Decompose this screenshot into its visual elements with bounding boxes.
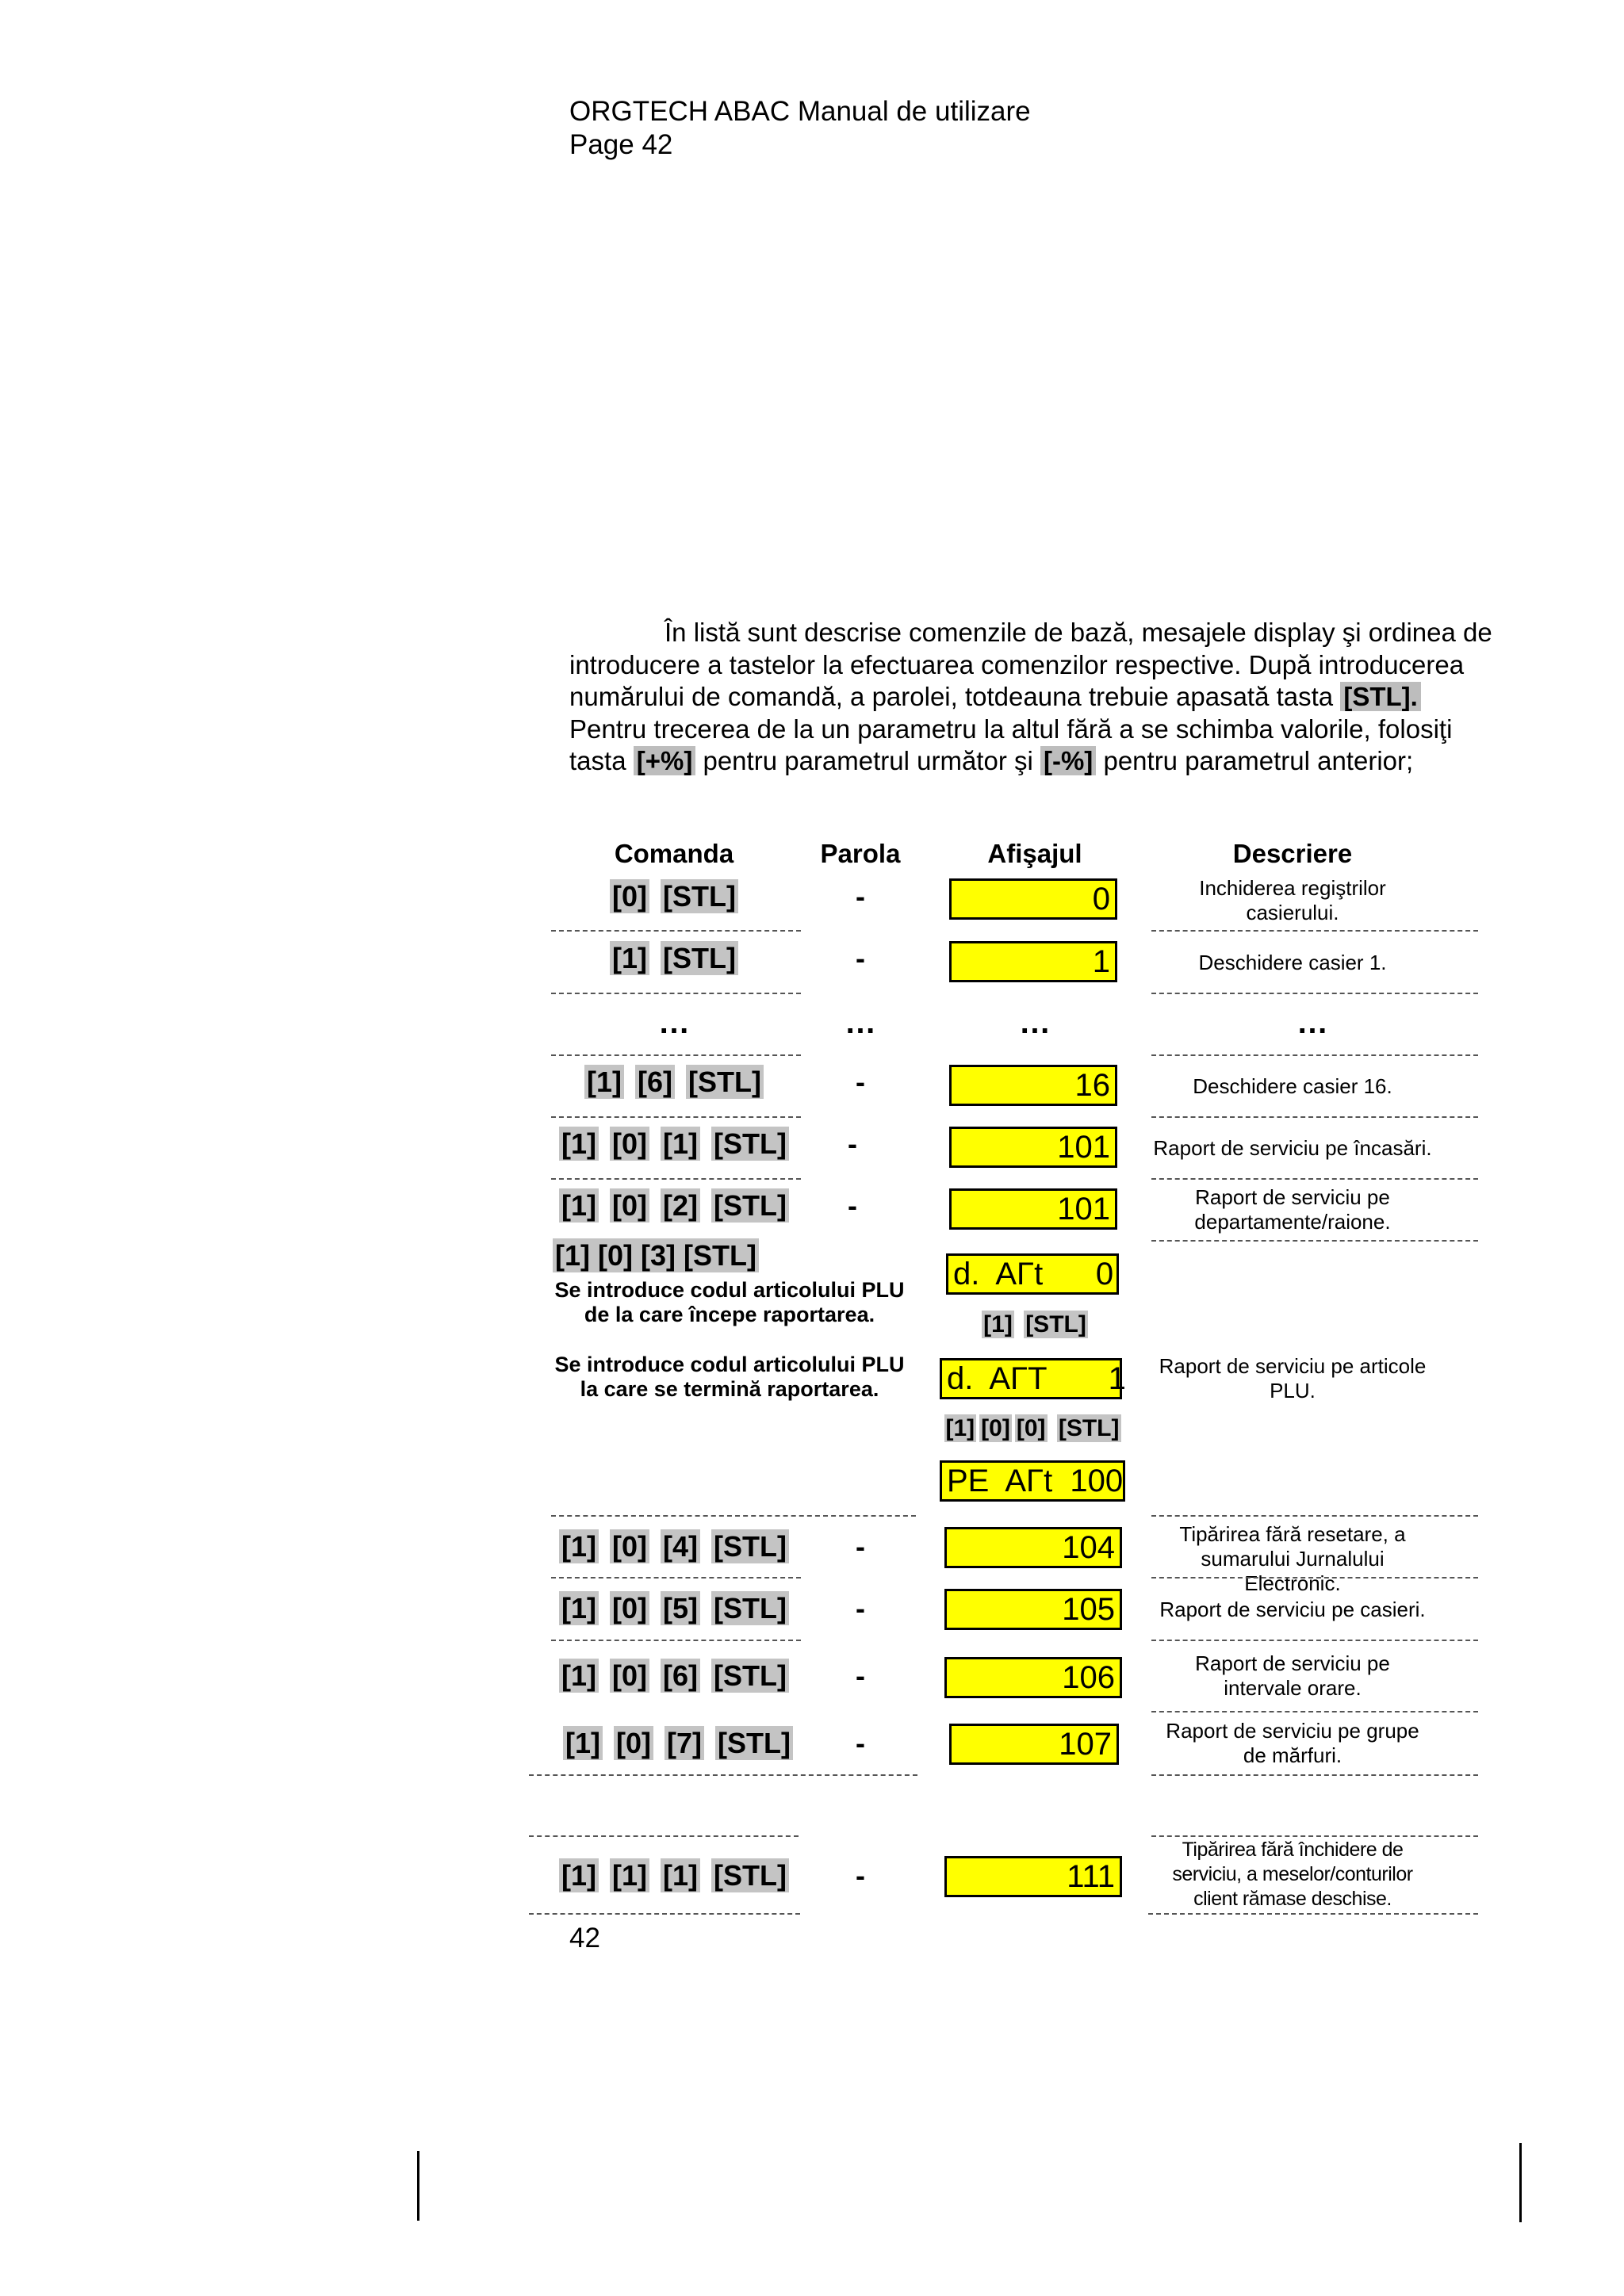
key: [1] [945,1415,975,1441]
key: [0] [614,1726,653,1760]
key: [1] [559,1659,599,1693]
description: Tipărirea fără închidere de serviciu, a meselor/conturilor client rămase deschise. [1172,1839,1413,1910]
key: [1] [983,1311,1013,1337]
row-divider [1151,1116,1478,1118]
row-divider [551,1178,801,1180]
key: [1] [661,1127,700,1161]
key-plus: [+%] [634,746,696,775]
command-keys [555,1592,793,1625]
intro-text: În listă sunt descrise comenzile de bază, mesajele display şi ordinea de introducere a tastelor la efectuarea comenzilor respective. După introducerea numărului de comandă, a parolei, totdeauna trebuie apasată tasta [569,618,1492,711]
key: [STL] [1025,1311,1086,1337]
key: [0] [610,1188,649,1223]
row-divider [551,1577,801,1578]
display-lcd: 101 [949,1188,1117,1230]
display-lcd: 1 [949,941,1117,982]
header-comanda: Comanda [614,839,734,868]
row-divider [1151,1711,1478,1712]
key: [1] [559,1529,599,1563]
display-lcd: 111 [944,1856,1122,1897]
intro-paragraph [569,617,1497,778]
ellipsis: … [1297,1005,1328,1040]
row-divider [1151,1577,1478,1578]
password: - [856,1727,865,1759]
header-parola: Parola [820,839,901,868]
command-keys [555,1127,793,1161]
display-lcd: 101 [949,1127,1117,1168]
key: [1] [610,941,649,975]
description: Deschidere casier 16. [1193,1074,1392,1098]
description: Deschidere casier 1. [1198,951,1387,974]
description: Raport de serviciu pe intervale orare. [1195,1651,1390,1700]
key: [1] [559,1591,599,1625]
key: [STL] [711,1659,789,1693]
password: - [856,1066,865,1098]
description: Raport de serviciu pe articole PLU. [1159,1354,1427,1402]
display-lcd: 106 [944,1657,1122,1698]
key: [1] [610,1858,649,1892]
intro-text: Pentru trecerea de la un parametru la altul fără a se schimba valorile, folosiţi tasta [569,714,1453,775]
row-divider [529,1835,799,1837]
key: [0] [981,1415,1010,1441]
row-divider [551,1640,801,1641]
description: Raport de serviciu pe grupe de mărfuri. [1166,1719,1419,1767]
password: - [856,1530,865,1563]
key: [0] [1016,1415,1046,1441]
display-lcd: d. AΓT 1 [940,1358,1122,1399]
key: [STL] [686,1065,764,1099]
command-keys [555,1659,793,1693]
command-keys [555,1189,793,1223]
command-keys [555,942,793,975]
description: Tipărirea fără resetare, a sumarului Jurnalului Electronic. [1179,1522,1406,1595]
row-divider [529,1774,917,1776]
password: - [856,1592,865,1624]
key: [0] [610,879,649,913]
key: [STL] [711,1188,789,1223]
key: [1] [559,1188,599,1223]
key: [0] [610,1529,649,1563]
password: - [848,1189,857,1222]
key: [1] [661,1858,700,1892]
plu-start-keys [975,1311,1094,1338]
display-lcd: 0 [949,878,1117,920]
command-keys [559,1727,797,1760]
key: [2] [661,1188,700,1223]
password: - [856,880,865,913]
header-afisajul: Afişajul [987,839,1082,868]
command-keys [555,1066,793,1099]
password: - [848,1127,857,1160]
display-lcd: d. AΓt 0 [946,1253,1119,1295]
key: [0] [610,1127,649,1161]
key: [0] [610,1659,649,1693]
row-divider [1151,1515,1478,1517]
key: [1] [584,1065,624,1099]
key: [1] [559,1858,599,1892]
key-stl: [STL]. [1340,682,1420,711]
row-divider [1151,1835,1478,1837]
page-number: 42 [569,1923,600,1954]
display-lcd: 105 [944,1589,1122,1630]
plu-end-note: Se introduce codul articolului PLU la care se termină raportarea. [554,1353,905,1401]
row-divider [551,930,801,932]
row-divider [551,1515,916,1517]
key: [4] [661,1529,700,1563]
key: [6] [635,1065,675,1099]
key: [STL] [715,1726,793,1760]
key: [7] [665,1726,704,1760]
display-lcd: 107 [949,1724,1119,1765]
ellipsis: … [845,1005,876,1040]
key: [5] [661,1591,700,1625]
plu-start-note: Se introduce codul articolului PLU de la care începe raportarea. [554,1278,905,1326]
command-keys [555,1859,793,1892]
key: [STL] [1058,1415,1120,1441]
intro-text: pentru parametrul următor şi [695,746,1040,775]
key: [STL] [711,1127,789,1161]
row-divider [1148,1913,1478,1915]
row-divider [1151,1640,1478,1641]
key: [1] [559,1127,599,1161]
description: Inchiderea regiştrilor casierului. [1199,876,1386,924]
row-divider [551,1054,801,1056]
password: - [856,1859,865,1892]
row-divider [551,1116,801,1118]
key: [1] [563,1726,603,1760]
margin-bar [417,2151,419,2221]
row-divider [1151,1240,1478,1242]
page-label: Page 42 [569,129,673,160]
header-descriere: Descriere [1232,839,1353,868]
plu-end-keys [940,1415,1124,1442]
key: [6] [661,1659,700,1693]
key-minus: [-%] [1040,746,1096,775]
row-divider [1151,930,1478,932]
description: Raport de serviciu pe încasări. [1153,1136,1432,1160]
password: - [856,1659,865,1692]
display-lcd: 104 [944,1527,1122,1568]
key: [STL] [711,1529,789,1563]
ellipsis: … [658,1005,690,1040]
display-lcd: PE AΓt 100 [940,1460,1125,1502]
password: - [856,942,865,974]
command-keys [555,880,793,913]
key: [1] [0] [3] [STL] [553,1238,759,1272]
key: [STL] [711,1591,789,1625]
key: [STL] [661,879,738,913]
row-divider [1151,1178,1478,1180]
description: Raport de serviciu pe departamente/raione. [1194,1185,1391,1234]
intro-text: pentru parametrul anterior; [1096,746,1414,775]
display-lcd: 16 [949,1065,1117,1106]
row-divider [1151,1774,1478,1776]
description: Raport de serviciu pe casieri. [1159,1598,1426,1621]
ellipsis: … [1019,1005,1051,1040]
command-keys [555,1530,793,1563]
plu-command [551,1239,765,1272]
document-title: ORGTECH ABAC Manual de utilizare [569,96,1031,127]
row-divider [551,993,801,994]
margin-bar [1519,2143,1522,2222]
key: [STL] [661,941,738,975]
key: [STL] [711,1858,789,1892]
key: [0] [610,1591,649,1625]
row-divider [1151,1054,1478,1056]
row-divider [1151,993,1478,994]
row-divider [529,1913,800,1915]
